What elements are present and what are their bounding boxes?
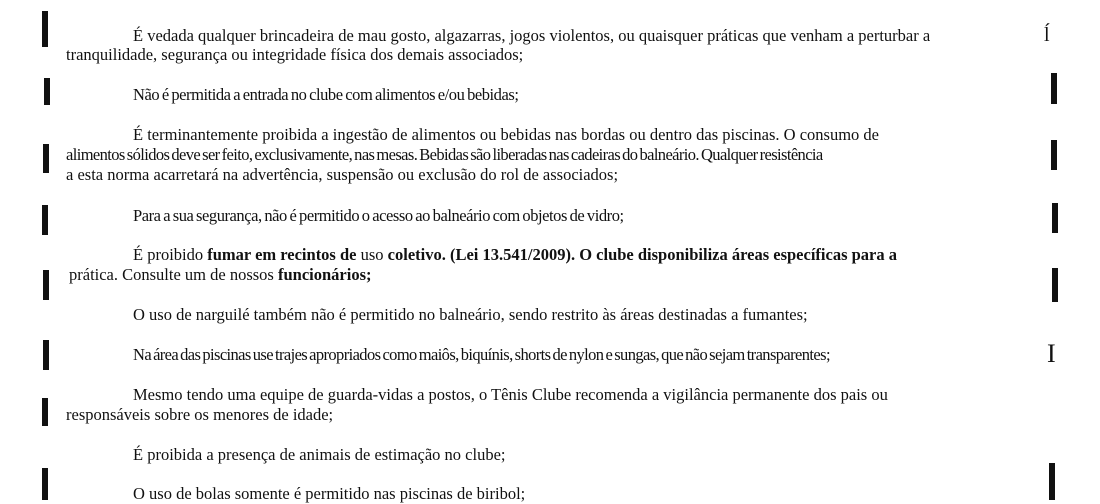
right-scan-mark — [1051, 140, 1057, 170]
rule-7-line-1: Na área das piscinas use trajes apropriados como maiôs, biquínis, shorts de nylon e sungas, que não sejam transparentes; — [133, 345, 830, 364]
rule-4-line-1: Para a sua segurança, não é permitido o acesso ao balneário com objetos de vidro; — [133, 206, 624, 225]
left-scan-mark — [42, 11, 48, 47]
left-scan-mark — [44, 78, 50, 105]
stray-glyph: ĺ — [1044, 24, 1050, 46]
rule-5-bold-c: funcionários; — [277, 265, 372, 284]
rule-9-line-1: É proibida a presença de animais de estimação no clube; — [133, 445, 506, 464]
left-scan-mark — [42, 398, 48, 426]
right-scan-mark — [1049, 463, 1055, 500]
rule-5-bold-b: coletivo. (Lei 13.541/2009). O clube disponibiliza áreas específicas para a — [387, 245, 897, 264]
right-scan-mark — [1052, 268, 1058, 302]
rule-8-line-2: responsáveis sobre os menores de idade; — [66, 405, 334, 424]
rule-5-line-2 — [69, 265, 372, 285]
right-scan-mark — [1051, 73, 1057, 104]
left-scan-mark — [42, 468, 48, 500]
rule-5-bold-a: fumar em recintos de — [207, 245, 357, 264]
text-cursor-icon: I — [1047, 339, 1056, 368]
rule-3-line-3: a esta norma acarretará na advertência, suspensão ou exclusão do rol de associados; — [66, 165, 619, 184]
rule-5-line-1 — [133, 245, 897, 265]
right-scan-mark — [1052, 203, 1058, 233]
rule-5-text-a: É proibido — [133, 245, 208, 264]
rule-10-line-1: O uso de bolas somente é permitido nas piscinas de biribol; — [133, 484, 526, 503]
rule-1-line-1: É vedada qualquer brincadeira de mau gosto, algazarras, jogos violentos, ou quaisquer práticas que venham a perturbar a — [133, 26, 931, 45]
rule-5-text-c: prática. Consulte um de nossos — [69, 265, 278, 284]
rule-1-line-2: tranquilidade, segurança ou integridade física dos demais associados; — [66, 45, 524, 64]
rule-3-line-1: É terminantemente proibida a ingestão de alimentos ou bebidas nas bordas ou dentro das piscinas. O consumo de — [133, 125, 879, 144]
left-scan-mark — [42, 205, 48, 235]
rule-2-line-1: Não é permitida a entrada no clube com alimentos e/ou bebidas; — [133, 85, 519, 104]
left-scan-mark — [43, 340, 49, 370]
left-scan-mark — [43, 270, 49, 300]
rule-8-line-1: Mesmo tendo uma equipe de guarda-vidas a postos, o Tênis Clube recomenda a vigilância permanente dos pais ou — [133, 385, 888, 404]
left-scan-mark — [43, 144, 49, 173]
rule-6-line-1: O uso de narguilé também não é permitido no balneário, sendo restrito às áreas destinadas a fumantes; — [133, 305, 808, 324]
rule-3-line-2: alimentos sólidos deve ser feito, exclusivamente, nas mesas. Bebidas são liberadas nas cadeiras do balneário. Qualquer resistência — [66, 145, 823, 164]
rule-5-text-b: uso — [356, 245, 388, 264]
